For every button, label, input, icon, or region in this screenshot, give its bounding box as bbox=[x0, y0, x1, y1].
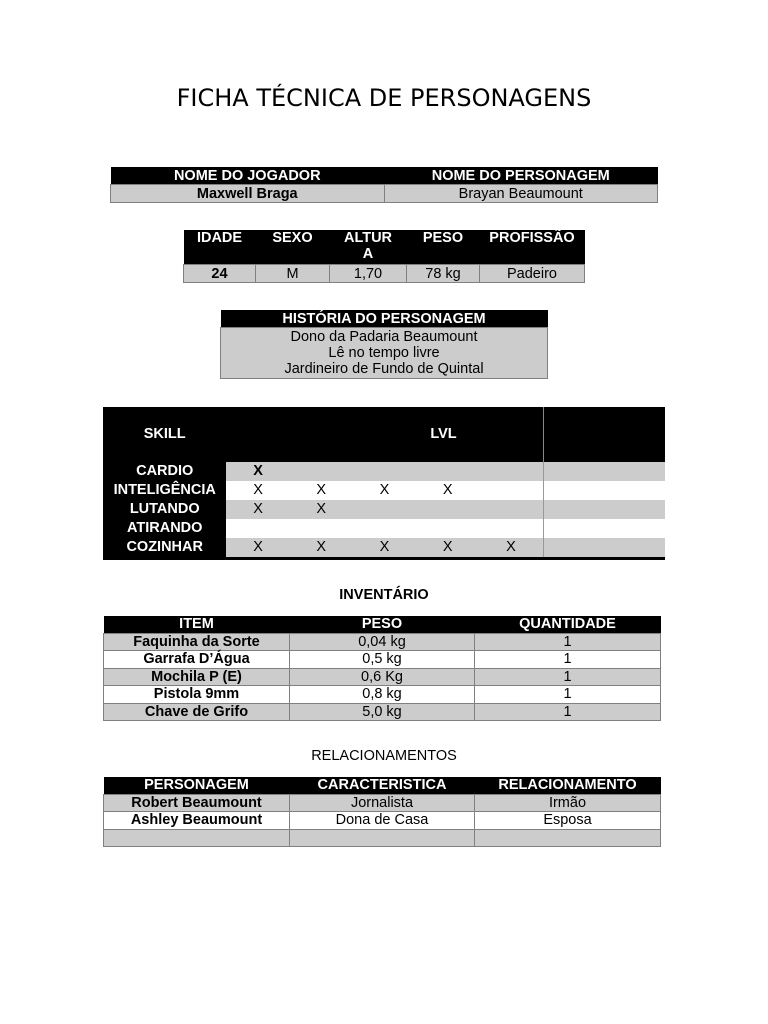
relationship-characteristic bbox=[290, 829, 475, 847]
inventory-weight: 0,8 kg bbox=[290, 686, 475, 704]
header-character: PERSONAGEM bbox=[144, 777, 249, 794]
header-quantity: QUANTIDADE bbox=[519, 616, 616, 633]
relationships-title: RELACIONAMENTOS bbox=[311, 748, 457, 764]
header-age: IDADE bbox=[196, 230, 243, 246]
header-sex: SEXO bbox=[272, 230, 313, 246]
skill-name: INTELIGÊNCIA bbox=[103, 481, 226, 500]
inventory-item: Chave de Grifo bbox=[104, 703, 290, 721]
inventory-weight: 5,0 kg bbox=[290, 703, 475, 721]
skill-mark: X bbox=[442, 482, 453, 498]
relationship-character: Ashley Beaumount bbox=[104, 812, 290, 830]
history-line: Jardineiro de Fundo de Quintal bbox=[284, 361, 484, 377]
skill-mark bbox=[290, 519, 353, 538]
header-characteristic: CARACTERISTICA bbox=[317, 777, 447, 794]
skill-mark bbox=[479, 519, 543, 538]
sex-value: M bbox=[256, 265, 330, 283]
header-lvl: LVL bbox=[226, 407, 543, 462]
header-skill: SKILL bbox=[103, 407, 226, 462]
skill-mark bbox=[479, 481, 543, 500]
skill-name: ATIRANDO bbox=[103, 519, 226, 538]
inventory-weight: 0,5 kg bbox=[290, 651, 475, 669]
relationship-characteristic: Dona de Casa bbox=[290, 812, 475, 830]
skills-table bbox=[103, 407, 665, 560]
relationship-type: Esposa bbox=[475, 812, 661, 830]
player-name: Maxwell Braga bbox=[111, 185, 385, 203]
relationship-type bbox=[475, 829, 661, 847]
history-table bbox=[220, 310, 548, 379]
skill-name: LUTANDO bbox=[103, 500, 226, 519]
inventory-quantity: 1 bbox=[475, 633, 661, 651]
relationship-character: Robert Beaumount bbox=[104, 794, 290, 812]
header-profession: PROFISSÃO bbox=[489, 230, 575, 246]
inventory-quantity: 1 bbox=[475, 686, 661, 704]
skill-mark: X bbox=[379, 482, 390, 498]
skill-mark: X bbox=[506, 539, 516, 555]
profession-value: Padeiro bbox=[480, 265, 585, 283]
inventory-quantity: 1 bbox=[475, 668, 661, 686]
inventory-item: Pistola 9mm bbox=[104, 686, 290, 704]
relationship-characteristic: Jornalista bbox=[290, 794, 475, 812]
player-table bbox=[110, 167, 658, 203]
skill-mark bbox=[353, 519, 416, 538]
skill-mark: X bbox=[316, 482, 327, 498]
skill-mark: X bbox=[253, 539, 263, 555]
inventory-weight: 0,04 kg bbox=[290, 633, 475, 651]
skill-mark bbox=[226, 519, 289, 538]
header-height: ALTUR A bbox=[343, 230, 393, 262]
header-character-name: NOME DO PERSONAGEM bbox=[431, 167, 610, 184]
skill-mark: X bbox=[379, 539, 390, 555]
inventory-item: Garrafa D’Água bbox=[104, 651, 290, 669]
skill-mark: X bbox=[253, 463, 263, 479]
header-weight: PESO bbox=[422, 230, 464, 246]
inventory-table bbox=[103, 616, 661, 721]
history-line: Lê no tempo livre bbox=[328, 345, 440, 361]
header-item: ITEM bbox=[179, 616, 214, 633]
inventory-item: Mochila P (E) bbox=[104, 668, 290, 686]
relationship-character bbox=[104, 829, 290, 847]
skill-mark bbox=[290, 462, 353, 481]
skill-name: COZINHAR bbox=[103, 538, 226, 559]
character-name: Brayan Beaumount bbox=[384, 185, 658, 203]
skill-mark: X bbox=[253, 482, 263, 498]
skill-mark bbox=[416, 500, 479, 519]
header-relationship: RELACIONAMENTO bbox=[498, 777, 637, 794]
inventory-title: INVENTÁRIO bbox=[339, 587, 429, 603]
inventory-weight: 0,6 Kg bbox=[290, 668, 475, 686]
skill-mark bbox=[479, 500, 543, 519]
skill-mark bbox=[479, 462, 543, 481]
inventory-item: Faquinha da Sorte bbox=[104, 633, 290, 651]
skill-mark: X bbox=[316, 501, 327, 517]
skill-mark bbox=[416, 519, 479, 538]
skill-mark bbox=[353, 500, 416, 519]
age-value: 24 bbox=[184, 265, 256, 283]
skill-mark: X bbox=[253, 501, 263, 517]
stats-table bbox=[183, 230, 585, 283]
relationships-table bbox=[103, 777, 661, 847]
skill-mark: X bbox=[316, 539, 327, 555]
skill-mark: X bbox=[442, 539, 453, 555]
height-value: 1,70 bbox=[330, 265, 407, 283]
skill-mark bbox=[416, 462, 479, 481]
history-line: Dono da Padaria Beaumount bbox=[290, 329, 478, 345]
inventory-quantity: 1 bbox=[475, 703, 661, 721]
inventory-quantity: 1 bbox=[475, 651, 661, 669]
header-weight: PESO bbox=[361, 616, 403, 633]
history-header: HISTÓRIA DO PERSONAGEM bbox=[282, 310, 486, 327]
page-title: FICHA TÉCNICA DE PERSONAGENS bbox=[176, 84, 592, 112]
relationship-type: Irmão bbox=[475, 794, 661, 812]
skill-mark bbox=[353, 462, 416, 481]
header-player-name: NOME DO JOGADOR bbox=[173, 167, 321, 184]
weight-value: 78 kg bbox=[407, 265, 480, 283]
skill-name: CARDIO bbox=[103, 462, 226, 481]
